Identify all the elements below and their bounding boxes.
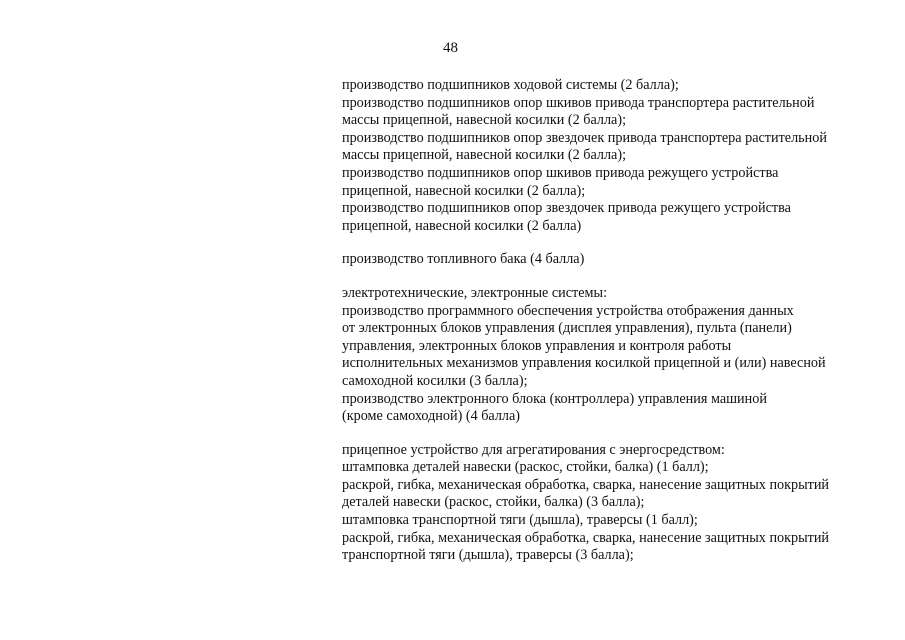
- text-line: производство электронного блока (контроллера) управления машиной: [342, 390, 767, 407]
- text-line: производство подшипников опор шкивов привода транспортера растительной: [342, 94, 815, 111]
- text-line: раскрой, гибка, механическая обработка, сварка, нанесение защитных покрытий: [342, 476, 830, 493]
- hitch-section: [342, 442, 882, 565]
- text-line: прицепное устройство для агрегатирования с энергосредством:: [342, 441, 725, 458]
- text-line: транспортной тяги (дышла), траверсы (3 балла);: [342, 547, 634, 564]
- text-line: (кроме самоходной) (4 балла): [342, 408, 521, 425]
- electronics-section: [342, 285, 882, 426]
- text-line: деталей навески (раскос, стойки, балка) (3 балла);: [342, 494, 645, 511]
- text-line: массы прицепной, навесной косилки (2 балла);: [342, 112, 627, 129]
- paragraph-gap: [342, 426, 882, 442]
- text-line: производство подшипников опор шкивов привода режущего устройства: [342, 164, 779, 181]
- text-line: электротехнические, электронные системы:: [342, 284, 608, 301]
- text-line: управления, электронных блоков управления и контроля работы: [342, 337, 732, 354]
- text-line: прицепной, навесной косилки (2 балла): [342, 217, 582, 234]
- text-line: производство программного обеспечения устройства отображения данных: [342, 302, 794, 319]
- fuel-tank-section: [342, 251, 882, 269]
- bearings-section: [342, 77, 882, 235]
- text-line: самоходной косилки (3 балла);: [342, 372, 528, 389]
- text-line: массы прицепной, навесной косилки (2 балла);: [342, 147, 627, 164]
- text-line: производство подшипников опор звездочек привода транспортера растительной: [342, 129, 827, 146]
- text-line: штамповка деталей навески (раскос, стойки, балка) (1 балл);: [342, 459, 709, 476]
- text-line: исполнительных механизмов управления косилкой прицепной и (или) навесной: [342, 355, 826, 372]
- page-number: 48: [443, 40, 458, 56]
- text-line: производство топливного бака (4 балла): [342, 251, 585, 268]
- paragraph-gap: [342, 269, 882, 285]
- text-line: производство подшипников ходовой системы (2 балла);: [342, 77, 679, 93]
- text-line: штамповка транспортной тяги (дышла), траверсы (1 балл);: [342, 512, 698, 529]
- paragraph-gap: [342, 235, 882, 251]
- text-line: производство подшипников опор звездочек привода режущего устройства: [342, 200, 791, 217]
- document-body: [342, 77, 882, 565]
- text-line: раскрой, гибка, механическая обработка, сварка, нанесение защитных покрытий: [342, 529, 830, 546]
- text-line: прицепной, навесной косилки (2 балла);: [342, 182, 586, 199]
- text-line: от электронных блоков управления (дисплея управления), пульта (панели): [342, 320, 792, 337]
